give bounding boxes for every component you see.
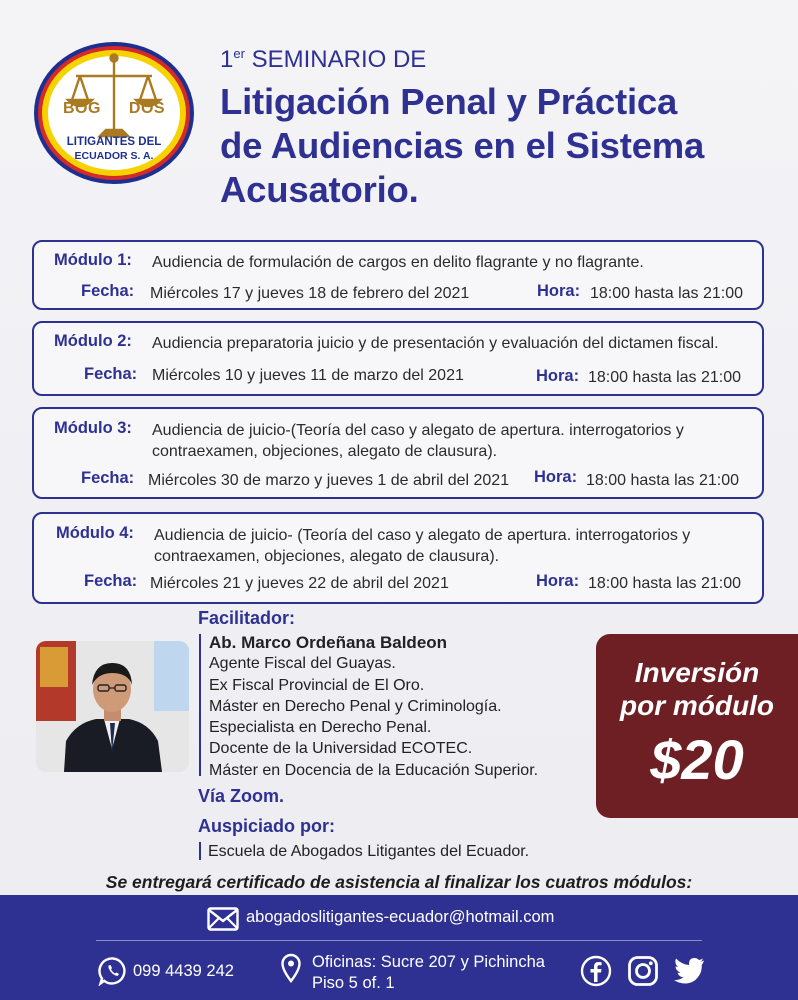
certificate-note: Se entregará certificado de asistencia al finalizar los cuatros módulos: (105, 872, 693, 892)
hora-label: Hora: (536, 572, 580, 590)
logo-word-right: DOS (128, 100, 166, 117)
credential-item: Docente de la Universidad ECOTEC. (209, 740, 473, 758)
module-1-card (32, 240, 764, 310)
module-description-cont: contraexamen, objeciones, alegato de clausura). (154, 548, 500, 565)
ordinal-suffix: er (233, 46, 245, 61)
sponsor-name: Escuela de Abogados Litigantes del Ecuador. (208, 843, 530, 860)
title-line-3: Acusatorio. (220, 169, 419, 210)
facilitator-details (209, 632, 538, 781)
footer (0, 895, 798, 1000)
hora-value: 18:00 hasta las 21:00 (590, 285, 744, 302)
module-label: Módulo 3: (54, 419, 132, 437)
facilitator-divider (199, 634, 201, 776)
module-description-cont: contraexamen, objeciones, alegato de clausura). (152, 443, 498, 460)
hora-label: Hora: (537, 282, 581, 300)
address-line-1: Oficinas: Sucre 207 y Pichincha (312, 953, 545, 971)
fecha-label: Fecha: (81, 469, 135, 487)
logo-line1: LITIGANTES DEL (66, 136, 162, 148)
price-box (596, 634, 798, 818)
facilitator-photo (36, 641, 189, 772)
portrait-image (36, 641, 189, 772)
footer-divider (96, 940, 702, 941)
credential-item: Máster en Docencia de la Educación Superior. (209, 761, 539, 779)
fecha-value: Miércoles 30 de marzo y jueves 1 de abril del 2021 (148, 472, 510, 489)
title-line-2: de Audiencias en el Sistema (220, 125, 705, 166)
title-line-1: Litigación Penal y Práctica (220, 81, 678, 122)
header (220, 40, 780, 212)
hora-value: 18:00 hasta las 21:00 (588, 369, 742, 386)
whatsapp-icon (98, 956, 128, 986)
hora-value: 18:00 hasta las 21:00 (588, 575, 742, 592)
module-description: Audiencia de juicio-(Teoría del caso y alegato de apertura. interrogatorios y (152, 422, 684, 439)
module-description: Audiencia de formulación de cargos en delito flagrante y no flagrante. (152, 254, 644, 271)
credential-item: Agente Fiscal del Guayas. (209, 655, 396, 673)
fecha-label: Fecha: (84, 572, 138, 590)
credential-item: Máster en Derecho Penal y Criminología. (209, 697, 502, 715)
via-zoom: Vía Zoom. (198, 786, 285, 806)
hora-label: Hora: (534, 468, 578, 486)
hora-label: Hora: (536, 367, 580, 385)
facilitator-heading: Facilitador: (198, 608, 296, 628)
email-icon (207, 907, 239, 931)
module-3-card (32, 407, 764, 499)
price-line-2: por módulo (620, 690, 774, 721)
seminar-title (220, 80, 780, 212)
sponsor-divider (199, 842, 201, 860)
logo-word-left: BOG (62, 100, 101, 117)
credential-item: Especialista en Derecho Penal. (209, 719, 432, 737)
price-amount: $20 (650, 728, 744, 791)
pretitle-text: SEMINARIO DE (251, 46, 427, 73)
instagram-icon[interactable] (627, 955, 659, 987)
fecha-value: Miércoles 21 y jueves 22 de abril del 2021 (150, 575, 449, 592)
logo (30, 38, 198, 188)
module-label: Módulo 2: (54, 332, 132, 350)
price-line-1: Inversión (634, 657, 760, 688)
module-label: Módulo 1: (54, 251, 132, 269)
address-line-2: Piso 5 of. 1 (312, 974, 395, 992)
fecha-label: Fecha: (84, 365, 138, 383)
module-description: Audiencia preparatoria juicio y de presentación y evaluación del dictamen fiscal. (152, 335, 719, 352)
sponsor-heading: Auspiciado por: (198, 816, 336, 836)
phone-number[interactable]: 099 4439 242 (133, 962, 234, 980)
module-description: Audiencia de juicio- (Teoría del caso y alegato de apertura. interrogatorios y (154, 527, 691, 544)
module-2-card (32, 321, 764, 396)
fecha-value: Miércoles 10 y jueves 11 de marzo del 2021 (152, 367, 464, 384)
hora-value: 18:00 hasta las 21:00 (586, 472, 740, 489)
location-pin-icon (280, 953, 302, 985)
ordinal: 1 (220, 46, 234, 73)
module-4-card (32, 512, 764, 604)
twitter-icon[interactable] (673, 957, 705, 985)
credential-item: Ex Fiscal Provincial de El Oro. (209, 676, 425, 694)
module-label: Módulo 4: (56, 524, 134, 542)
fecha-value: Miércoles 17 y jueves 18 de febrero del 2021 (150, 285, 470, 302)
seminar-pretitle (220, 40, 780, 74)
facebook-icon[interactable] (580, 955, 612, 987)
logo-line2: ECUADOR S. A. (74, 150, 154, 162)
facilitator-name: Ab. Marco Ordeñana Baldeon (209, 633, 448, 652)
email-link[interactable]: abogadoslitigantes-ecuador@hotmail.com (246, 908, 555, 926)
fecha-label: Fecha: (81, 282, 135, 300)
